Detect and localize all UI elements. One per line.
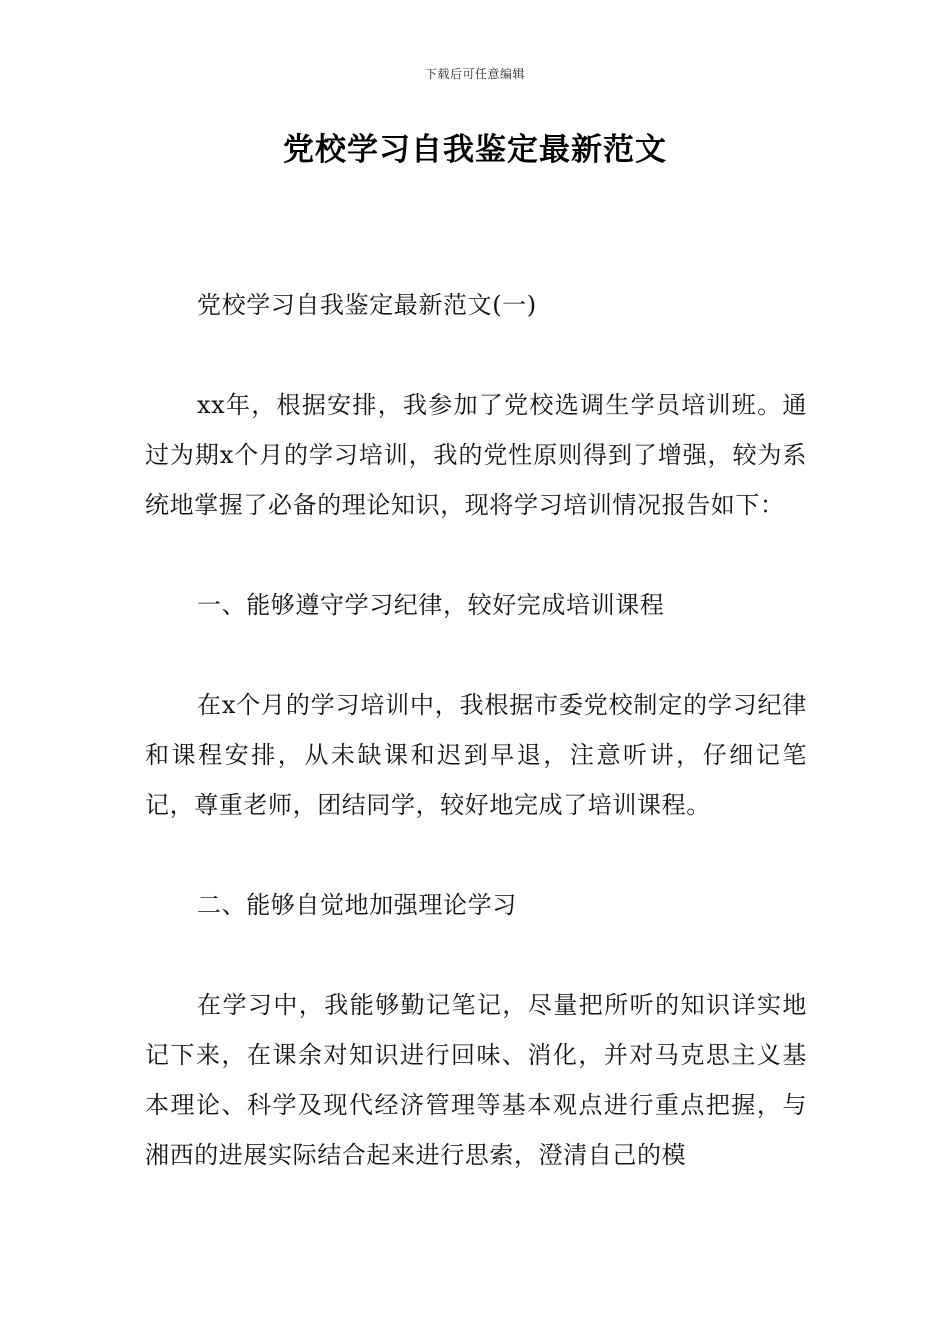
document-body xyxy=(145,280,807,1180)
paragraph-gap xyxy=(145,830,807,880)
document-title: 党校学习自我鉴定最新范文 xyxy=(283,132,667,168)
body-paragraph: 在x个月的学习培训中，我根据市委党校制定的学习纪律和课程安排，从未缺课和迟到早退，注意听讲，仔细记笔记，尊重老师，团结同学，较好地完成了培训课程。 xyxy=(145,691,807,819)
section-heading: 一、能够遵守学习纪律，较好完成培训课程 xyxy=(197,591,665,619)
paragraph-gap xyxy=(145,630,807,680)
body-paragraph: 在学习中，我能够勤记笔记，尽量把所听的知识详实地记下来，在课余对知识进行回味、消化，并对马克思主义基本理论、科学及现代经济管理等基本观点进行重点把握，与湘西的进展实际结合起来进行思索，澄清自己的模 xyxy=(145,991,807,1169)
paragraph-gap xyxy=(145,330,807,380)
paragraph-gap xyxy=(145,530,807,580)
body-paragraph: xx年，根据安排，我参加了党校选调生学员培训班。通过为期x个月的学习培训，我的党性原则得到了增强，较为系统地掌握了必备的理论知识，现将学习培训情况报告如下： xyxy=(145,391,807,519)
section-heading: 二、能够自觉地加强理论学习 xyxy=(197,891,517,919)
paragraph-gap xyxy=(145,930,807,980)
section-heading: 党校学习自我鉴定最新范文(一) xyxy=(197,291,537,319)
header-note: 下载后可任意编辑 xyxy=(424,67,525,81)
